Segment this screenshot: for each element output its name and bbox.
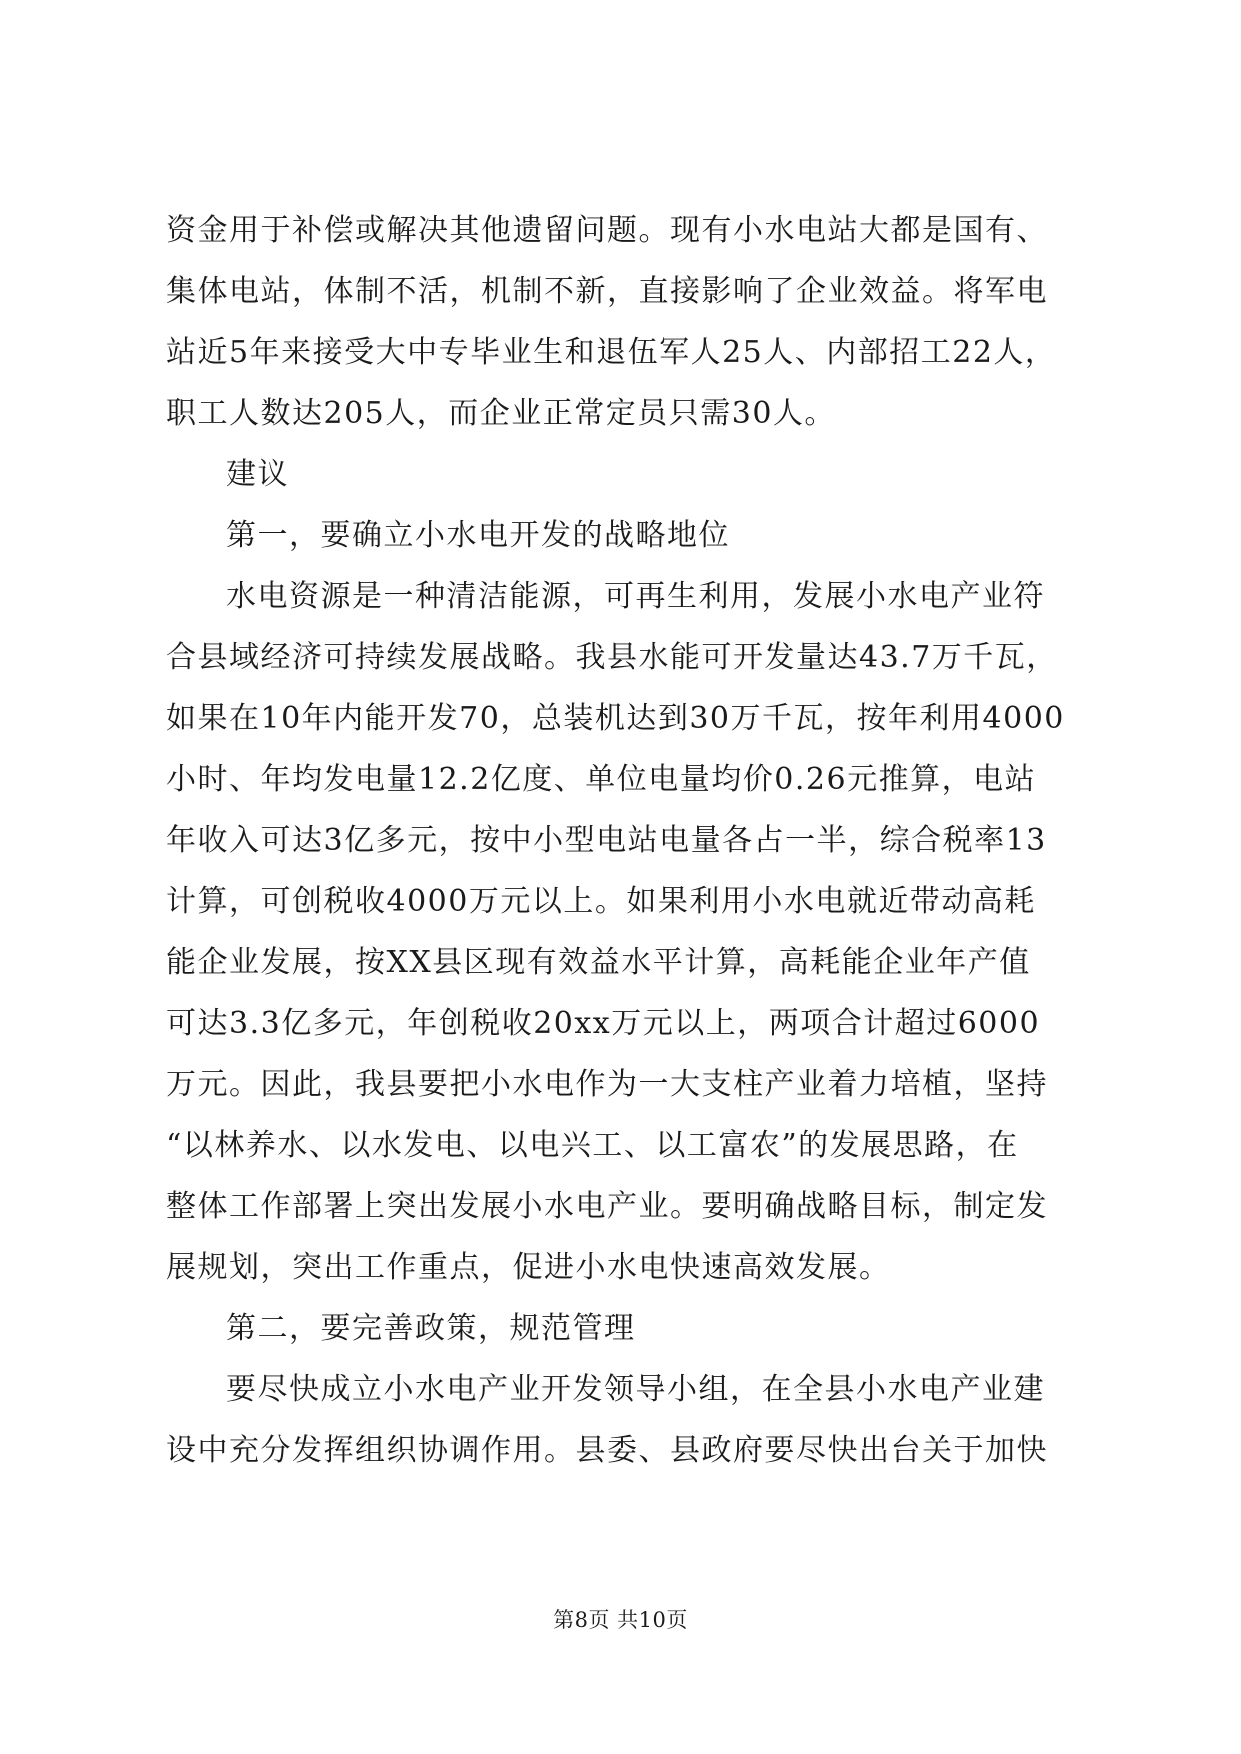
subsection-heading: 第一，要确立小水电开发的战略地位 <box>226 518 730 553</box>
section-heading: 建议 <box>226 457 289 492</box>
text-line: 职工人数达205人，而企业正常定员只需30人。 <box>166 396 836 431</box>
text-line: 水电资源是一种清洁能源，可再生利用，发展小水电产业符 <box>226 579 1045 614</box>
text-line: 要尽快成立小水电产业开发领导小组，在全县小水电产业建 <box>226 1372 1045 1407</box>
text-line: 设中充分发挥组织协调作用。县委、县政府要尽快出台关于加快 <box>166 1433 1048 1468</box>
page-number-footer: 第8页 共10页 <box>553 1608 688 1632</box>
text-line: 能企业发展，按XX县区现有效益水平计算，高耗能企业年产值 <box>166 945 1031 980</box>
text-line: 万元。因此，我县要把小水电作为一大支柱产业着力培植，坚持 <box>166 1067 1048 1102</box>
text-line: 可达3.3亿多元，年创税收20xx万元以上，两项合计超过6000 <box>166 1006 1041 1041</box>
text-line: 展规划，突出工作重点，促进小水电快速高效发展。 <box>166 1250 891 1285</box>
text-line: 合县域经济可持续发展战略。我县水能可开发量达43.7万千瓦， <box>166 640 1058 675</box>
subsection-heading: 第二，要完善政策，规范管理 <box>226 1311 636 1346</box>
text-line: 站近5年来接受大中专毕业生和退伍军人25人、内部招工22人， <box>166 335 1057 370</box>
document-body <box>166 200 1086 1481</box>
text-line: 资金用于补偿或解决其他遗留问题。现有小水电站大都是国有、 <box>166 213 1048 248</box>
text-line: 计算，可创税收4000万元以上。如果利用小水电就近带动高耗 <box>166 884 1036 919</box>
text-line: 年收入可达3亿多元，按中小型电站电量各占一半，综合税率13 <box>166 823 1047 858</box>
text-line: 整体工作部署上突出发展小水电产业。要明确战略目标，制定发 <box>166 1189 1048 1224</box>
text-line: “以林养水、以水发电、以电兴工、以工富农”的发展思路，在 <box>166 1128 1019 1163</box>
text-line: 小时、年均发电量12.2亿度、单位电量均价0.26元推算，电站 <box>166 762 1037 797</box>
text-line: 集体电站，体制不活，机制不新，直接影响了企业效益。将军电 <box>166 274 1048 309</box>
text-line: 如果在10年内能开发70，总装机达到30万千瓦，按年利用4000 <box>166 701 1065 736</box>
